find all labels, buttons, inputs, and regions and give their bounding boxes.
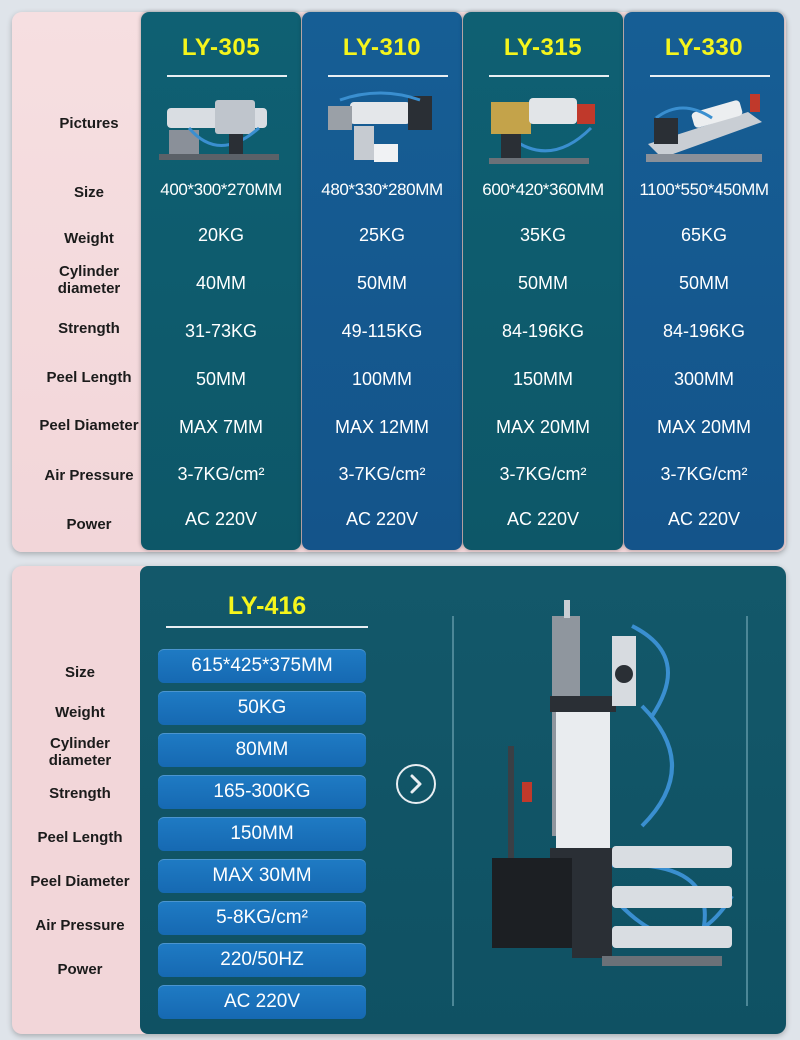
cell-cylinder: 50MM	[356, 273, 407, 293]
row-label-cylinder-line1: Cylinder	[58, 263, 119, 280]
b-label-air-pressure: Air Pressure	[35, 917, 125, 934]
row-label-size: Size	[73, 184, 104, 201]
cell-strength: 31-73KG	[184, 321, 258, 341]
value-power-ac: AC 220V	[158, 985, 366, 1019]
cell-cylinder: 50MM	[517, 273, 568, 293]
model-title: LY-315	[503, 34, 583, 61]
row-label-weight: Weight	[64, 230, 114, 247]
model-column-ly-315	[463, 12, 623, 550]
featured-model-panel	[12, 566, 786, 1034]
cell-air-pressure: 3-7KG/cm²	[499, 464, 587, 484]
value-weight: 50KG	[158, 691, 366, 725]
cell-peel-diameter: MAX 12MM	[334, 417, 430, 437]
cell-strength: 84-196KG	[662, 321, 746, 341]
cell-power: AC 220V	[667, 509, 741, 529]
featured-title-underline	[166, 626, 368, 628]
cell-weight: 25KG	[358, 225, 406, 245]
row-label-strength: Strength	[58, 320, 120, 337]
value-cylinder: 80MM	[158, 733, 366, 767]
b-label-power: Power	[57, 961, 103, 978]
row-label-peel-diameter: Peel Diameter	[39, 417, 139, 434]
value-peel-length: 150MM	[158, 817, 366, 851]
cell-cylinder: 40MM	[195, 273, 246, 293]
value-strength: 165-300KG	[158, 775, 366, 809]
row-label-air-pressure: Air Pressure	[44, 467, 134, 484]
row-label-cylinder-line2: diameter	[57, 280, 121, 297]
cell-air-pressure: 3-7KG/cm²	[338, 464, 426, 484]
model-column-ly-310	[302, 12, 462, 550]
cell-weight: 20KG	[197, 225, 245, 245]
cell-cylinder: 50MM	[678, 273, 729, 293]
b-label-cylinder	[18, 735, 142, 769]
machine-ly-305-image	[159, 88, 285, 172]
machine-ly-310-image	[320, 88, 446, 172]
value-size: 615*425*375MM	[158, 649, 366, 683]
b-label-weight: Weight	[55, 704, 105, 721]
value-power: 220/50HZ	[158, 943, 366, 977]
cell-power: AC 220V	[345, 509, 419, 529]
row-label-power: Power	[66, 516, 112, 533]
cell-peel-length: 100MM	[351, 369, 413, 389]
b-label-size: Size	[64, 664, 95, 681]
model-column-ly-330	[624, 12, 784, 550]
cell-power: AC 220V	[506, 509, 580, 529]
cell-size: 480*330*280MM	[321, 180, 443, 199]
cell-peel-diameter: MAX 20MM	[656, 417, 752, 437]
b-label-cylinder-line2: diameter	[48, 752, 112, 769]
model-title: LY-310	[342, 34, 422, 61]
model-title: LY-305	[181, 34, 261, 61]
cell-strength: 84-196KG	[501, 321, 585, 341]
machine-ly-330-image	[642, 88, 768, 172]
cell-size: 400*300*270MM	[160, 180, 282, 199]
cell-peel-diameter: MAX 7MM	[178, 417, 263, 437]
machine-ly-315-image	[481, 88, 607, 172]
next-arrow-button[interactable]	[396, 764, 436, 804]
title-underline	[328, 75, 448, 77]
cell-weight: 35KG	[519, 225, 567, 245]
row-label-peel-length: Peel Length	[46, 369, 132, 386]
cell-peel-length: 50MM	[195, 369, 246, 389]
cell-weight: 65KG	[680, 225, 728, 245]
cell-air-pressure: 3-7KG/cm²	[177, 464, 265, 484]
title-underline	[650, 75, 770, 77]
cell-size: 600*420*360MM	[482, 180, 604, 199]
cell-air-pressure: 3-7KG/cm²	[660, 464, 748, 484]
b-label-peel-diameter: Peel Diameter	[30, 873, 130, 890]
title-underline	[167, 75, 287, 77]
b-label-peel-length: Peel Length	[37, 829, 123, 846]
cell-size: 1100*550*450MM	[639, 180, 769, 199]
cell-strength: 49-115KG	[341, 321, 423, 341]
b-label-strength: Strength	[49, 785, 111, 802]
chevron-right-icon	[398, 766, 434, 802]
title-underline	[489, 75, 609, 77]
cell-peel-length: 150MM	[512, 369, 574, 389]
row-label-cylinder	[26, 263, 152, 297]
machine-ly-416-image	[482, 596, 752, 986]
featured-model-title: LY-416	[227, 592, 307, 620]
cell-power: AC 220V	[184, 509, 258, 529]
cell-peel-length: 300MM	[673, 369, 735, 389]
model-title: LY-330	[664, 34, 744, 61]
cell-peel-diameter: MAX 20MM	[495, 417, 591, 437]
row-label-pictures: Pictures	[59, 115, 119, 132]
divider-left	[452, 616, 454, 1006]
value-peel-diameter: MAX 30MM	[158, 859, 366, 893]
b-label-cylinder-line1: Cylinder	[49, 735, 110, 752]
value-air-pressure: 5-8KG/cm²	[158, 901, 366, 935]
model-column-ly-305	[141, 12, 301, 550]
